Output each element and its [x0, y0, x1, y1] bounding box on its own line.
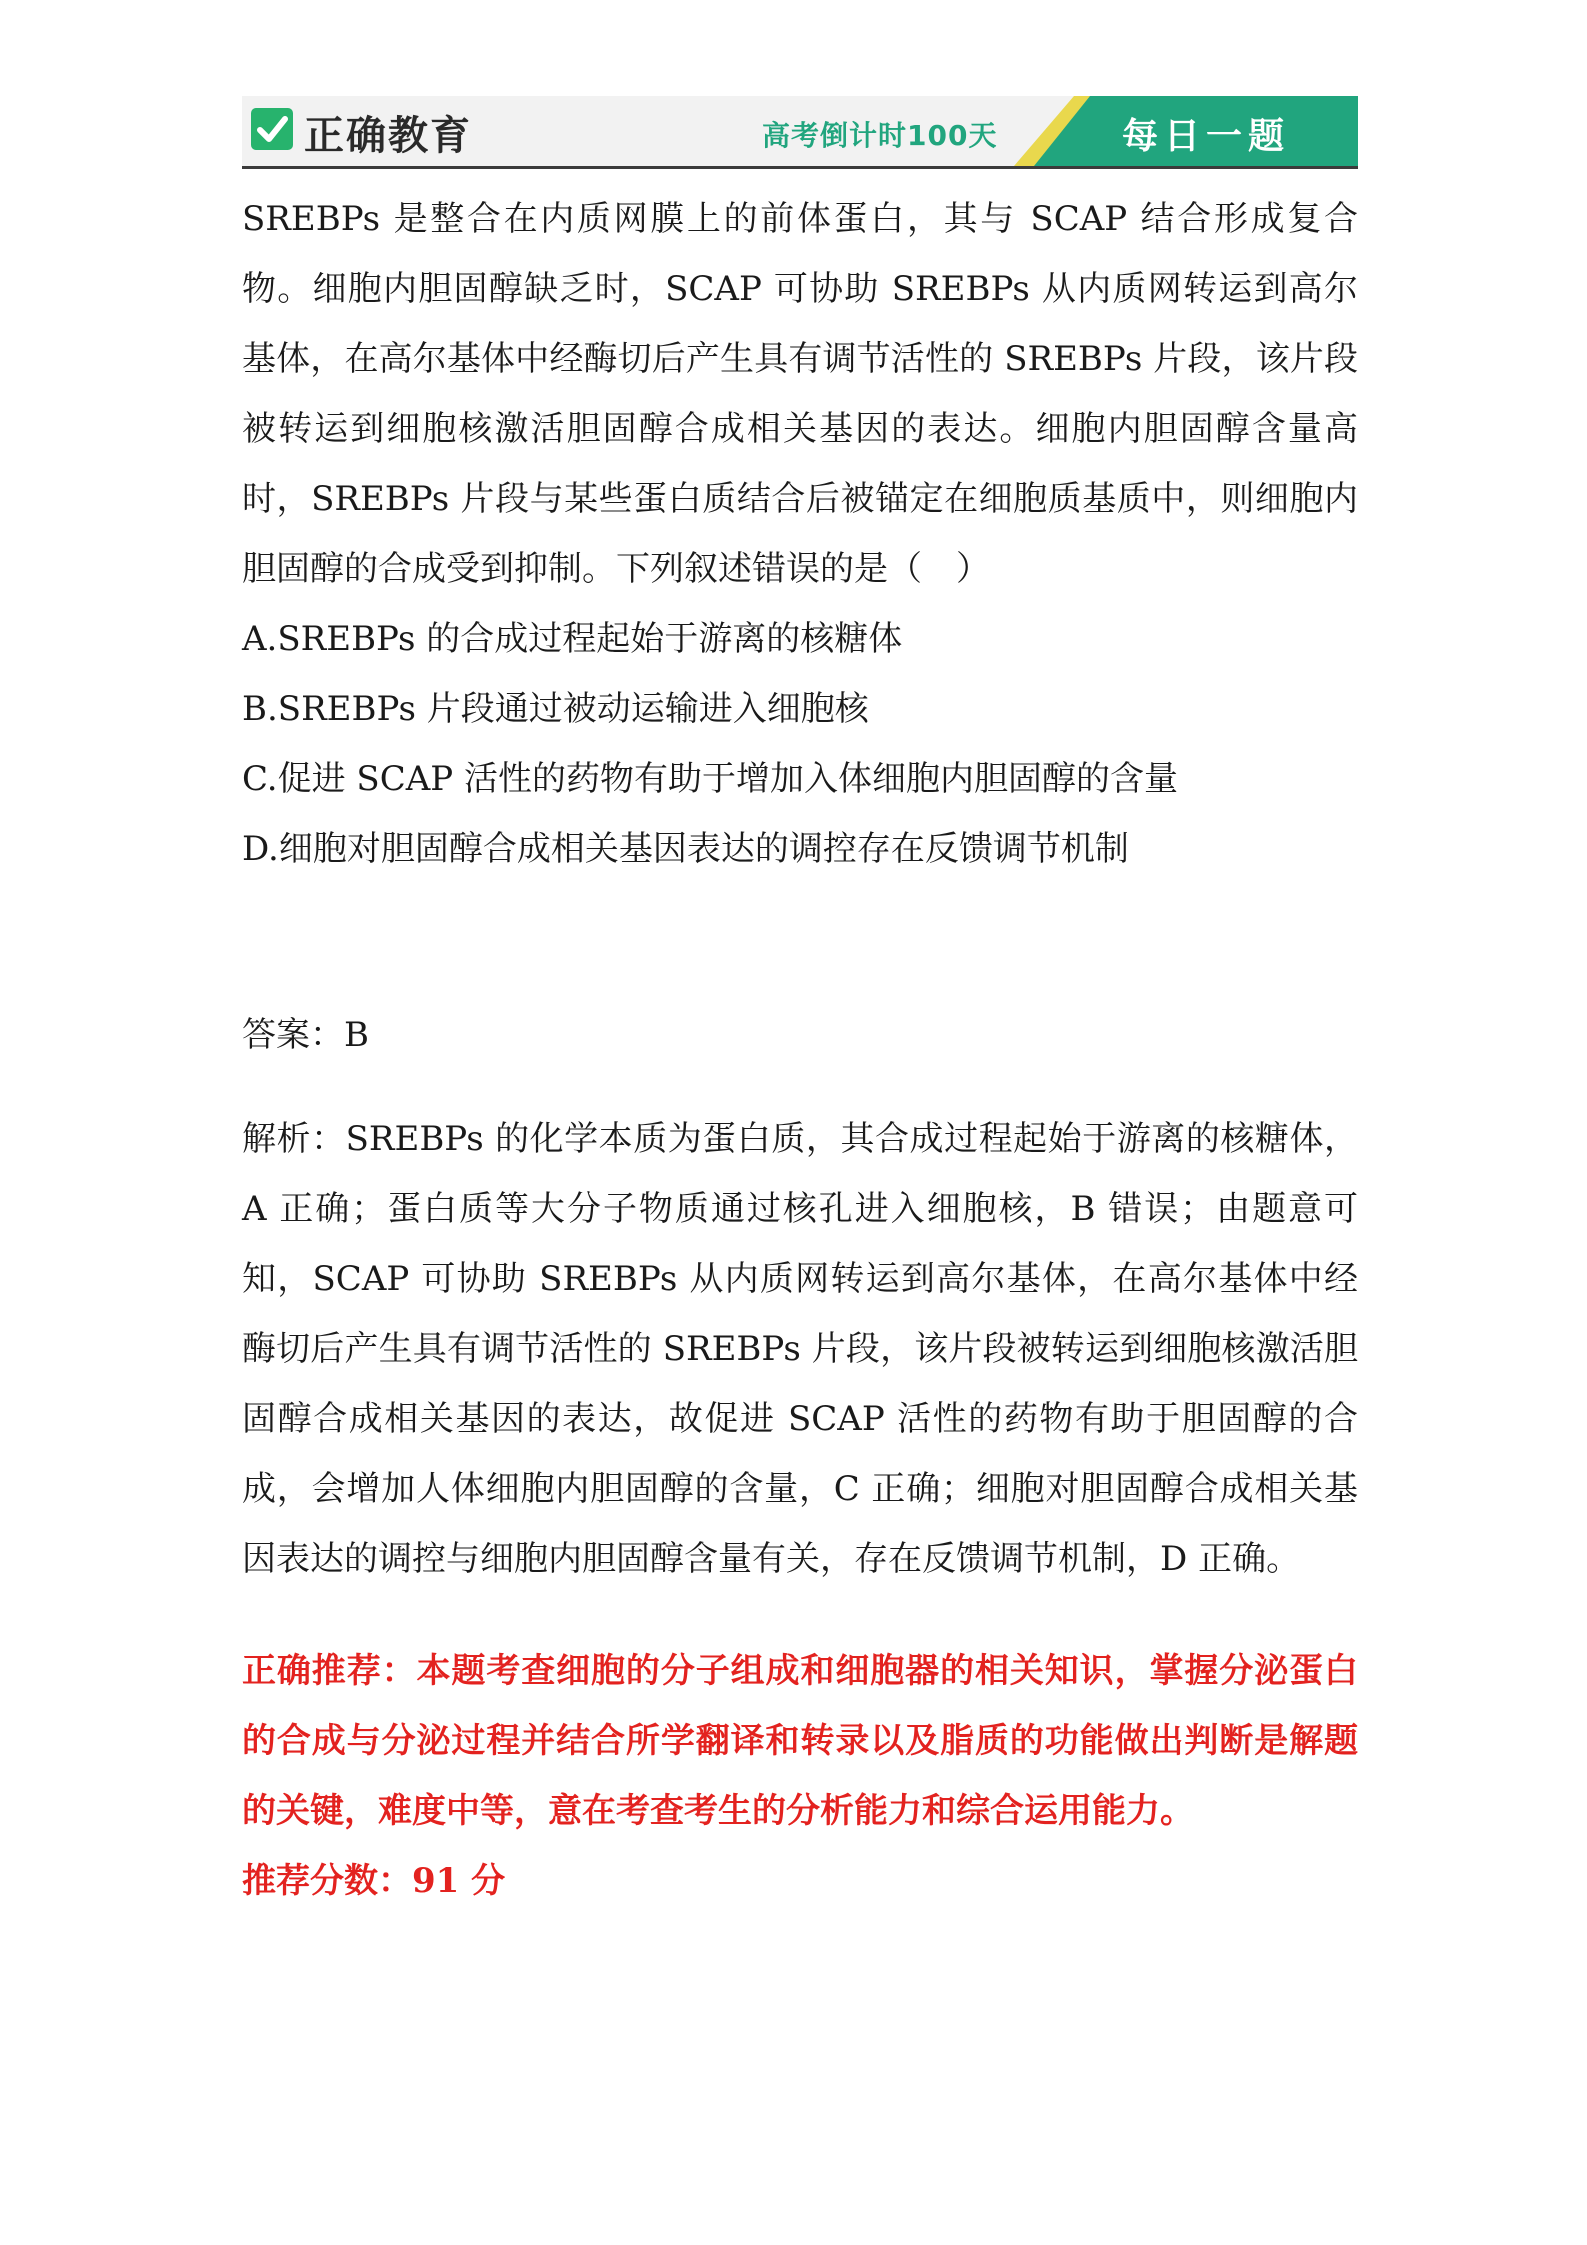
countdown-text: 高考倒计时100天	[762, 119, 998, 152]
daily-question-label: 每日一题	[1122, 116, 1291, 157]
header-banner	[242, 96, 1358, 169]
answer-label: 答案：B	[242, 1015, 369, 1055]
analysis-text: 解析：SREBPs 的化学本质为蛋白质，其合成过程起始于游离的核糖体，A 正确；蛋白质等大分子物质通过核孔进入细胞核，B 错误；由题意可知，SCAP 可协助 SREBPs 从内质网转运到高尔基体，在高尔基体中经酶切后产生具有调节活性的 SREBPs 片段，该片段被转运到细胞核激活胆固醇合成相关基因的表达，故促进 SCAP 活性的药物有助于胆固醇的合成，会增加人体细胞内胆固醇的含量，C 正确；细胞对胆固醇合成相关基因表达的调控与细胞内胆固醇含量有关，存在反馈调节机制，D 正确。	[242, 1119, 1358, 1579]
question-content	[242, 184, 1358, 1916]
option-d: D.细胞对胆固醇合成相关基因表达的调控存在反馈调节机制	[242, 829, 1129, 869]
option-c: C.促进 SCAP 活性的药物有助于增加入体细胞内胆固醇的含量	[242, 759, 1178, 799]
check-icon	[250, 107, 294, 151]
question-stem: SREBPs 是整合在内质网膜上的前体蛋白，其与 SCAP 结合形成复合物。细胞内胆固醇缺乏时，SCAP 可协助 SREBPs 从内质网转运到高尔基体，在高尔基体中经酶切后产生具有调节活性的 SREBPs 片段，该片段被转运到细胞核激活胆固醇合成相关基因的表达。细胞内胆固醇含量高时，SREBPs 片段与某些蛋白质结合后被锚定在细胞质基质中，则细胞内胆固醇的合成受到抑制。下列叙述错误的是（ ）	[242, 199, 1358, 589]
option-b: B.SREBPs 片段通过被动运输进入细胞核	[242, 689, 869, 729]
recommendation-text: 正确推荐：本题考查细胞的分子组成和细胞器的相关知识，掌握分泌蛋白的合成与分泌过程并结合所学翻译和转录以及脂质的功能做出判断是解题的关键，难度中等，意在考查考生的分析能力和综合运用能力。	[242, 1651, 1358, 1831]
brand-name: 正确教育	[304, 113, 472, 159]
recommendation-score: 推荐分数：91 分	[242, 1861, 506, 1901]
option-a: A.SREBPs 的合成过程起始于游离的核糖体	[242, 619, 903, 659]
